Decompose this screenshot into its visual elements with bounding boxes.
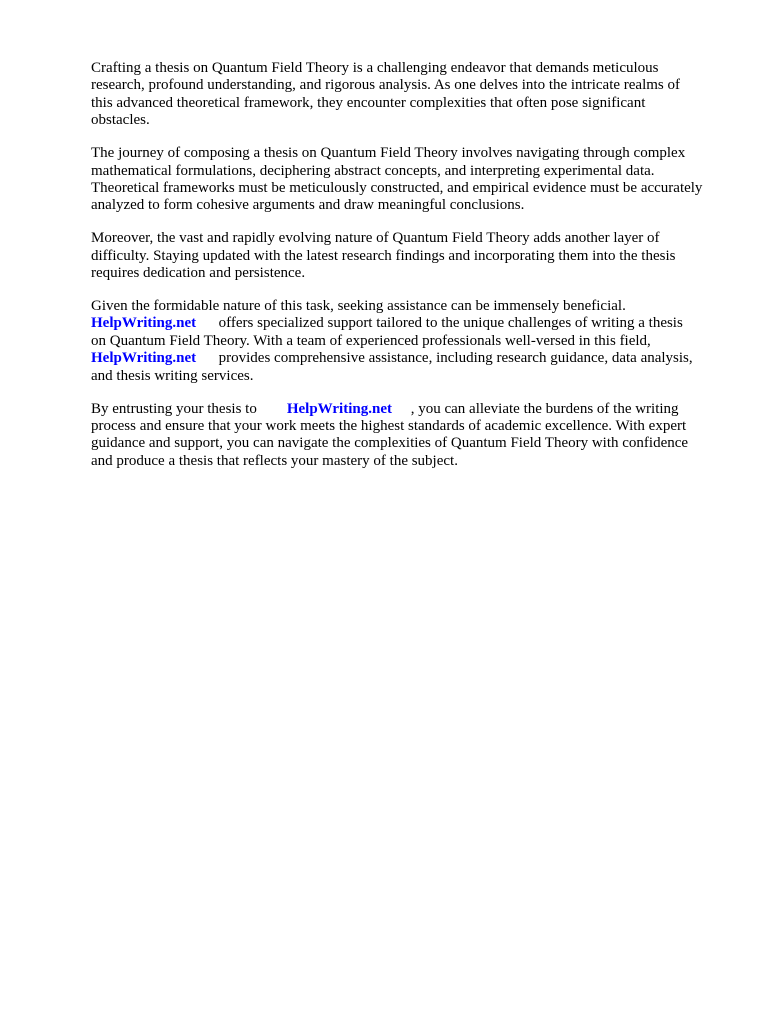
text-line: requires dedication and persistence.	[91, 265, 306, 282]
text-line: difficulty. Staying updated with the latest research findings and incorporating them into the thesis	[91, 247, 676, 264]
text-line	[91, 315, 731, 332]
text-line: guidance and support, you can navigate the complexities of Quantum Field Theory with confidence	[91, 435, 689, 452]
text-segment: , you can alleviate the burdens of the writing	[410, 400, 679, 417]
text-segment: offers specialized support tailored to the unique challenges of writing a thesis	[218, 315, 683, 332]
text-line	[91, 350, 731, 367]
text-line: obstacles.	[91, 112, 150, 129]
paragraph-entrusting	[91, 401, 731, 471]
paragraph-moreover	[91, 230, 731, 282]
text-line: this advanced theoretical framework, they encounter complexities that often pose significant	[91, 94, 646, 111]
helpwriting-link[interactable]: HelpWriting.net	[286, 400, 392, 417]
document-body	[91, 60, 731, 486]
text-line: Given the formidable nature of this task, seeking assistance can be immensely beneficial.	[91, 298, 626, 315]
text-line: and thesis writing services.	[91, 367, 254, 384]
text-line: mathematical formulations, deciphering abstract concepts, and interpreting experimental data.	[91, 162, 655, 179]
text-line: The journey of composing a thesis on Quantum Field Theory involves navigating through complex	[91, 145, 686, 162]
helpwriting-link[interactable]: HelpWriting.net	[91, 350, 197, 367]
paragraph-assistance	[91, 298, 731, 385]
paragraph-journey	[91, 145, 731, 215]
text-line: process and ensure that your work meets the highest standards of academic excellence. With expert	[91, 418, 687, 435]
text-segment: provides comprehensive assistance, including research guidance, data analysis,	[218, 350, 693, 367]
text-line: Theoretical frameworks must be meticulously constructed, and empirical evidence must be accurately	[91, 179, 703, 196]
text-line: on Quantum Field Theory. With a team of experienced professionals well-versed in this field,	[91, 332, 651, 349]
text-line: and produce a thesis that reflects your mastery of the subject.	[91, 452, 458, 469]
helpwriting-link[interactable]: HelpWriting.net	[91, 315, 197, 332]
text-line: research, profound understanding, and rigorous analysis. As one delves into the intricate realms of	[91, 77, 681, 94]
text-line	[91, 401, 731, 418]
paragraph-intro	[91, 60, 731, 130]
text-line: Crafting a thesis on Quantum Field Theory is a challenging endeavor that demands meticulous	[91, 60, 659, 76]
text-line: Moreover, the vast and rapidly evolving nature of Quantum Field Theory adds another layer of	[91, 230, 660, 247]
text-line: analyzed to form cohesive arguments and draw meaningful conclusions.	[91, 197, 525, 214]
text-segment: By entrusting your thesis to	[91, 400, 257, 417]
